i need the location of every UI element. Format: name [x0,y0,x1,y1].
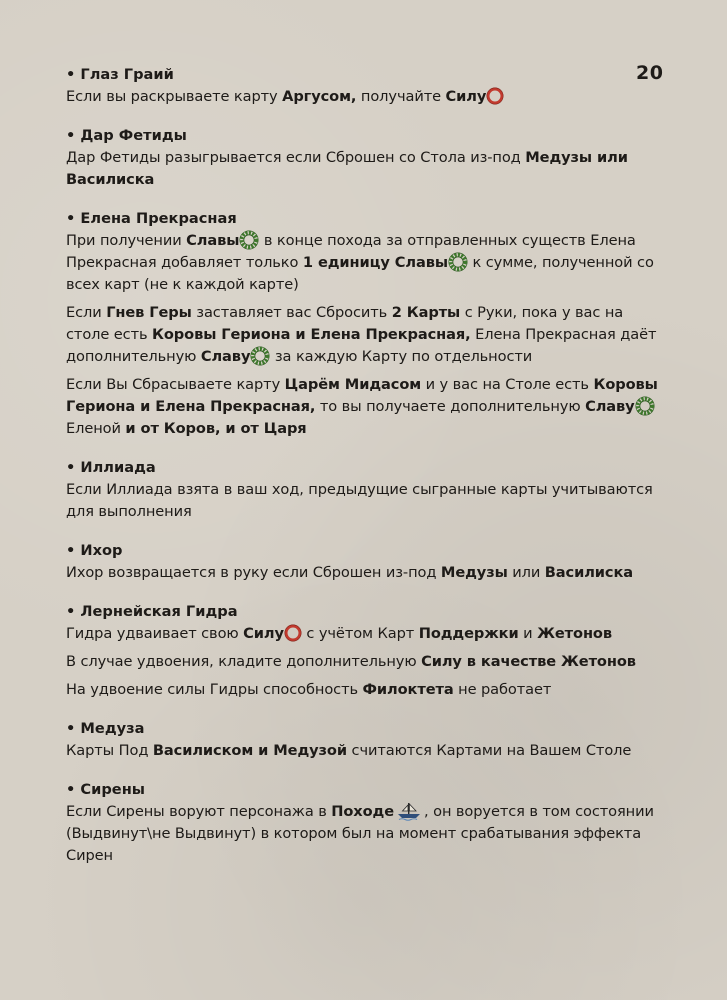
rule-title: • Глаз Граий [66,66,174,83]
rule-paragraph [66,479,670,523]
rule-title: • Ихор [66,542,123,559]
rule-entry [66,540,670,584]
text: считаются Картами на Вашем Столе [347,742,632,759]
laurel-wreath-icon [635,396,655,416]
text: , он воруется в том состоянии (Выдвинут\не Выдвинут) в котором был на момент срабатывания эффекта Сирен [66,803,654,864]
bold-text: Гнев Геры [106,304,192,321]
bold-text: Жетонов [537,625,612,642]
laurel-wreath-icon [239,230,259,250]
text: Если вы раскрываете карту [66,88,283,105]
rule-entry [66,64,670,108]
rule-paragraph [66,801,670,867]
bold-text: Славу [200,348,251,365]
text: Если [66,304,107,321]
power-icon [486,87,504,105]
rule-paragraph [66,147,670,191]
bold-text: 1 единицу Славы [302,254,448,271]
rule-entry [66,208,670,440]
text: и у вас на Столе есть [421,376,594,393]
rule-title: • Дар Фетиды [66,127,187,144]
bold-text: Аргусом, [282,88,357,105]
bold-text: Славы [186,232,240,249]
text: не работает [453,681,552,698]
rule-paragraph [66,562,670,584]
text: Если Вы Сбрасываете карту [66,376,285,393]
text: При получении [66,232,187,249]
text: Если Сирены воруют персонажа в [66,803,332,820]
rule-paragraph [66,302,670,368]
laurel-wreath-icon [448,252,468,272]
text: или [507,564,545,581]
text: и [518,625,538,642]
rule-entry [66,601,670,701]
text: с Руки, пока у вас на столе есть [66,304,624,343]
text: Если Иллиада взята в ваш ход, предыдущие сыгранные карты учитываются для выполнения [66,481,653,520]
text: Гидра удваивает свою [66,625,244,642]
text: с учётом Карт [301,625,419,642]
rule-paragraph [66,86,670,108]
text: получайте [356,88,446,105]
bold-text: Силу [243,625,284,642]
bold-text: Коровы Гериона и Елена Прекрасная, [152,326,471,343]
bold-text: 2 Карты [391,304,461,321]
rule-title: • Лернейская Гидра [66,603,238,620]
text: заставляет вас Сбросить [191,304,392,321]
rule-entry [66,779,670,867]
bold-text: Василиском и Медузой [152,742,347,759]
text: Карты Под [66,742,153,759]
bold-text: Василиска [544,564,634,581]
text: Елена Прекрасная даёт дополнительную [66,326,657,365]
bold-text: Медузы или Василиска [66,149,628,188]
bold-text: Славу [585,398,635,415]
rule-paragraph [66,740,670,762]
rule-entry [66,718,670,762]
text: На удвоение силы Гидры способность [66,681,363,698]
page-number: 20 [636,62,664,84]
bold-text: Походе [331,803,395,820]
rule-paragraph [66,679,670,701]
rule-title: • Елена Прекрасная [66,210,237,227]
text: Еленой [66,420,126,437]
laurel-wreath-icon [250,346,270,366]
rules-content [66,64,670,884]
bold-text: Поддержки [418,625,519,642]
bold-text: Силу [445,88,487,105]
text: за каждую Карту по отдельности [270,348,533,365]
ship-icon [396,801,422,821]
text: то вы получаете дополнительную [315,398,586,415]
rule-entry [66,125,670,191]
text: к сумме, полученной со всех карт (не к каждой карте) [66,254,654,293]
rule-paragraph [66,651,670,673]
text: в конце похода за отправленных существ Елена Прекрасная добавляет только [66,232,636,271]
rule-paragraph [66,230,670,296]
bold-text: Филоктета [362,681,454,698]
text: Ихор возвращается в руку если Сброшен из-под [66,564,441,581]
bold-text: Коровы Гериона и Елена Прекрасная, [66,376,658,415]
text: Дар Фетиды разыгрывается если Сброшен со Стола из-под [66,149,526,166]
rule-entry [66,457,670,523]
rule-paragraph [66,374,670,440]
text: В случае удвоения, кладите дополнительную [66,653,422,670]
rule-paragraph [66,623,670,645]
power-icon [284,624,302,642]
rule-title: • Иллиада [66,459,156,476]
bold-text: и от Коров, и от Царя [125,420,307,437]
rule-title: • Медуза [66,720,145,737]
rule-title: • Сирены [66,781,145,798]
bold-text: Царём Мидасом [284,376,422,393]
bold-text: Силу в качестве Жетонов [421,653,636,670]
bold-text: Медузы [440,564,508,581]
